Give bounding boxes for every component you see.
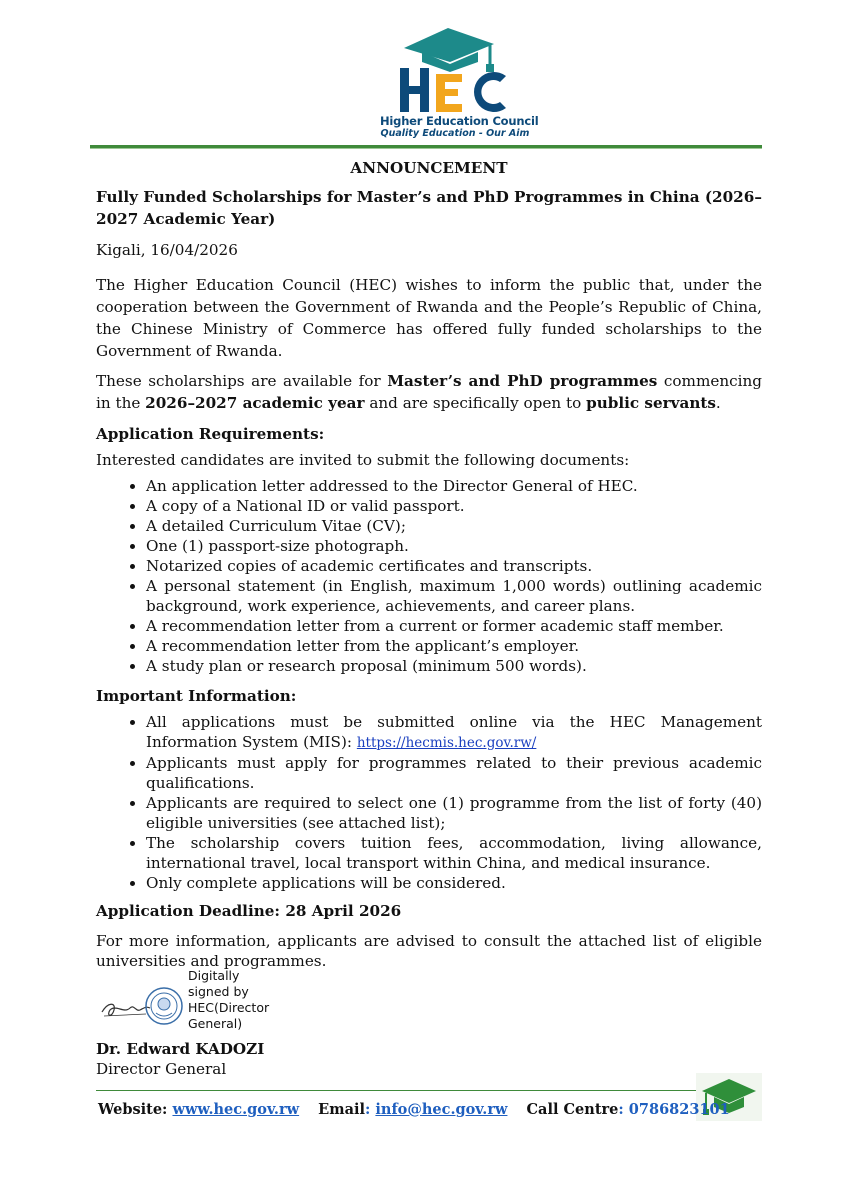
closing-paragraph: For more information, applicants are advised to consult the attached list of eligible universities and programmes. <box>96 932 762 970</box>
call-centre-number: 0786823101 <box>628 1101 730 1118</box>
list-item: • An application letter addressed to the Director General of HEC. <box>146 476 762 496</box>
list-item: • A personal statement (in English, maximum 1,000 words) outlining academic background, work experience, achievements, and career plans. <box>146 576 762 616</box>
list-item: • Applicants must apply for programmes related to their previous academic qualifications. <box>146 753 762 793</box>
call-centre-label: Call Centre <box>526 1101 619 1118</box>
mis-link[interactable]: https://hecmis.hec.gov.rw/ <box>356 735 537 751</box>
signer-title: Director General <box>96 1060 227 1078</box>
important-info-heading: Important Information: <box>96 687 297 705</box>
hec-logo <box>380 22 539 144</box>
list-item: • A recommendation letter from the applicant’s employer. <box>146 636 762 656</box>
intro-paragraph: The Higher Education Council (HEC) wishes to inform the public that, under the cooperation between the Government of Rwanda and the People’s Republic of China, the Chinese Ministry of Commerce has offered fully funded scholarships to the Government of Rwanda. <box>96 276 762 360</box>
list-item: • A detailed Curriculum Vitae (CV); <box>146 516 762 536</box>
announcement-heading: ANNOUNCEMENT <box>350 159 508 177</box>
org-tagline: Quality Education - Our Aim <box>380 128 530 139</box>
list-item: • Only complete applications will be considered. <box>146 873 762 893</box>
place-date: Kigali, 16/04/2026 <box>96 241 238 259</box>
footer-contacts: Website: www.hec.gov.rw Email: info@hec.gov.rw Call Centre: 0786823101 <box>98 1101 730 1118</box>
requirements-intro: Interested candidates are invited to submit the following documents: <box>96 451 630 469</box>
application-deadline: Application Deadline: 28 April 2026 <box>96 902 402 920</box>
official-seal-icon <box>144 986 184 1026</box>
document-title: Fully Funded Scholarships for Master’s and PhD Programmes in China (2026–2027 Academic Year) <box>96 188 762 228</box>
list-item: • The scholarship covers tuition fees, accommodation, living allowance, international travel, local transport within China, and medical insurance. <box>146 833 762 873</box>
list-item: • One (1) passport-size photograph. <box>146 536 762 556</box>
list-item: • Notarized copies of academic certificates and transcripts. <box>146 556 762 576</box>
email-label: Email <box>318 1101 365 1118</box>
signer-name: Dr. Edward KADOZI <box>96 1040 265 1058</box>
list-item: • A copy of a National ID or valid passport. <box>146 496 762 516</box>
document-body <box>96 158 762 971</box>
list-item: • A study plan or research proposal (minimum 500 words). <box>146 656 762 676</box>
graduation-cap-logo-icon <box>386 22 524 114</box>
requirements-heading: Application Requirements: <box>96 425 325 443</box>
list-item: • A recommendation letter from a current or former academic staff member. <box>146 616 762 636</box>
list-item: • All applications must be submitted online via the HEC Management Information System (MIS): https://hecmis.hec.gov.rw/ <box>146 712 762 753</box>
website-link[interactable]: www.hec.gov.rw <box>172 1101 300 1118</box>
list-item: • Applicants are required to select one (1) programme from the list of forty (40) eligible universities (see attached list); <box>146 793 762 833</box>
digital-signature <box>100 966 300 1036</box>
important-info-list <box>96 712 762 893</box>
digital-signature-text: Digitally signed by HEC(Director General) <box>188 968 270 1031</box>
footer-divider <box>96 1090 696 1091</box>
website-label: Website: <box>98 1101 173 1118</box>
requirements-list <box>96 476 762 676</box>
org-name: Higher Education Council <box>380 114 539 128</box>
header-divider <box>90 145 762 149</box>
email-link[interactable]: info@hec.gov.rw <box>375 1101 508 1118</box>
eligibility-paragraph: These scholarships are available for Master’s and PhD programmes commencing in the 2026–2027 academic year and are specifically open to public servants. <box>96 372 762 412</box>
